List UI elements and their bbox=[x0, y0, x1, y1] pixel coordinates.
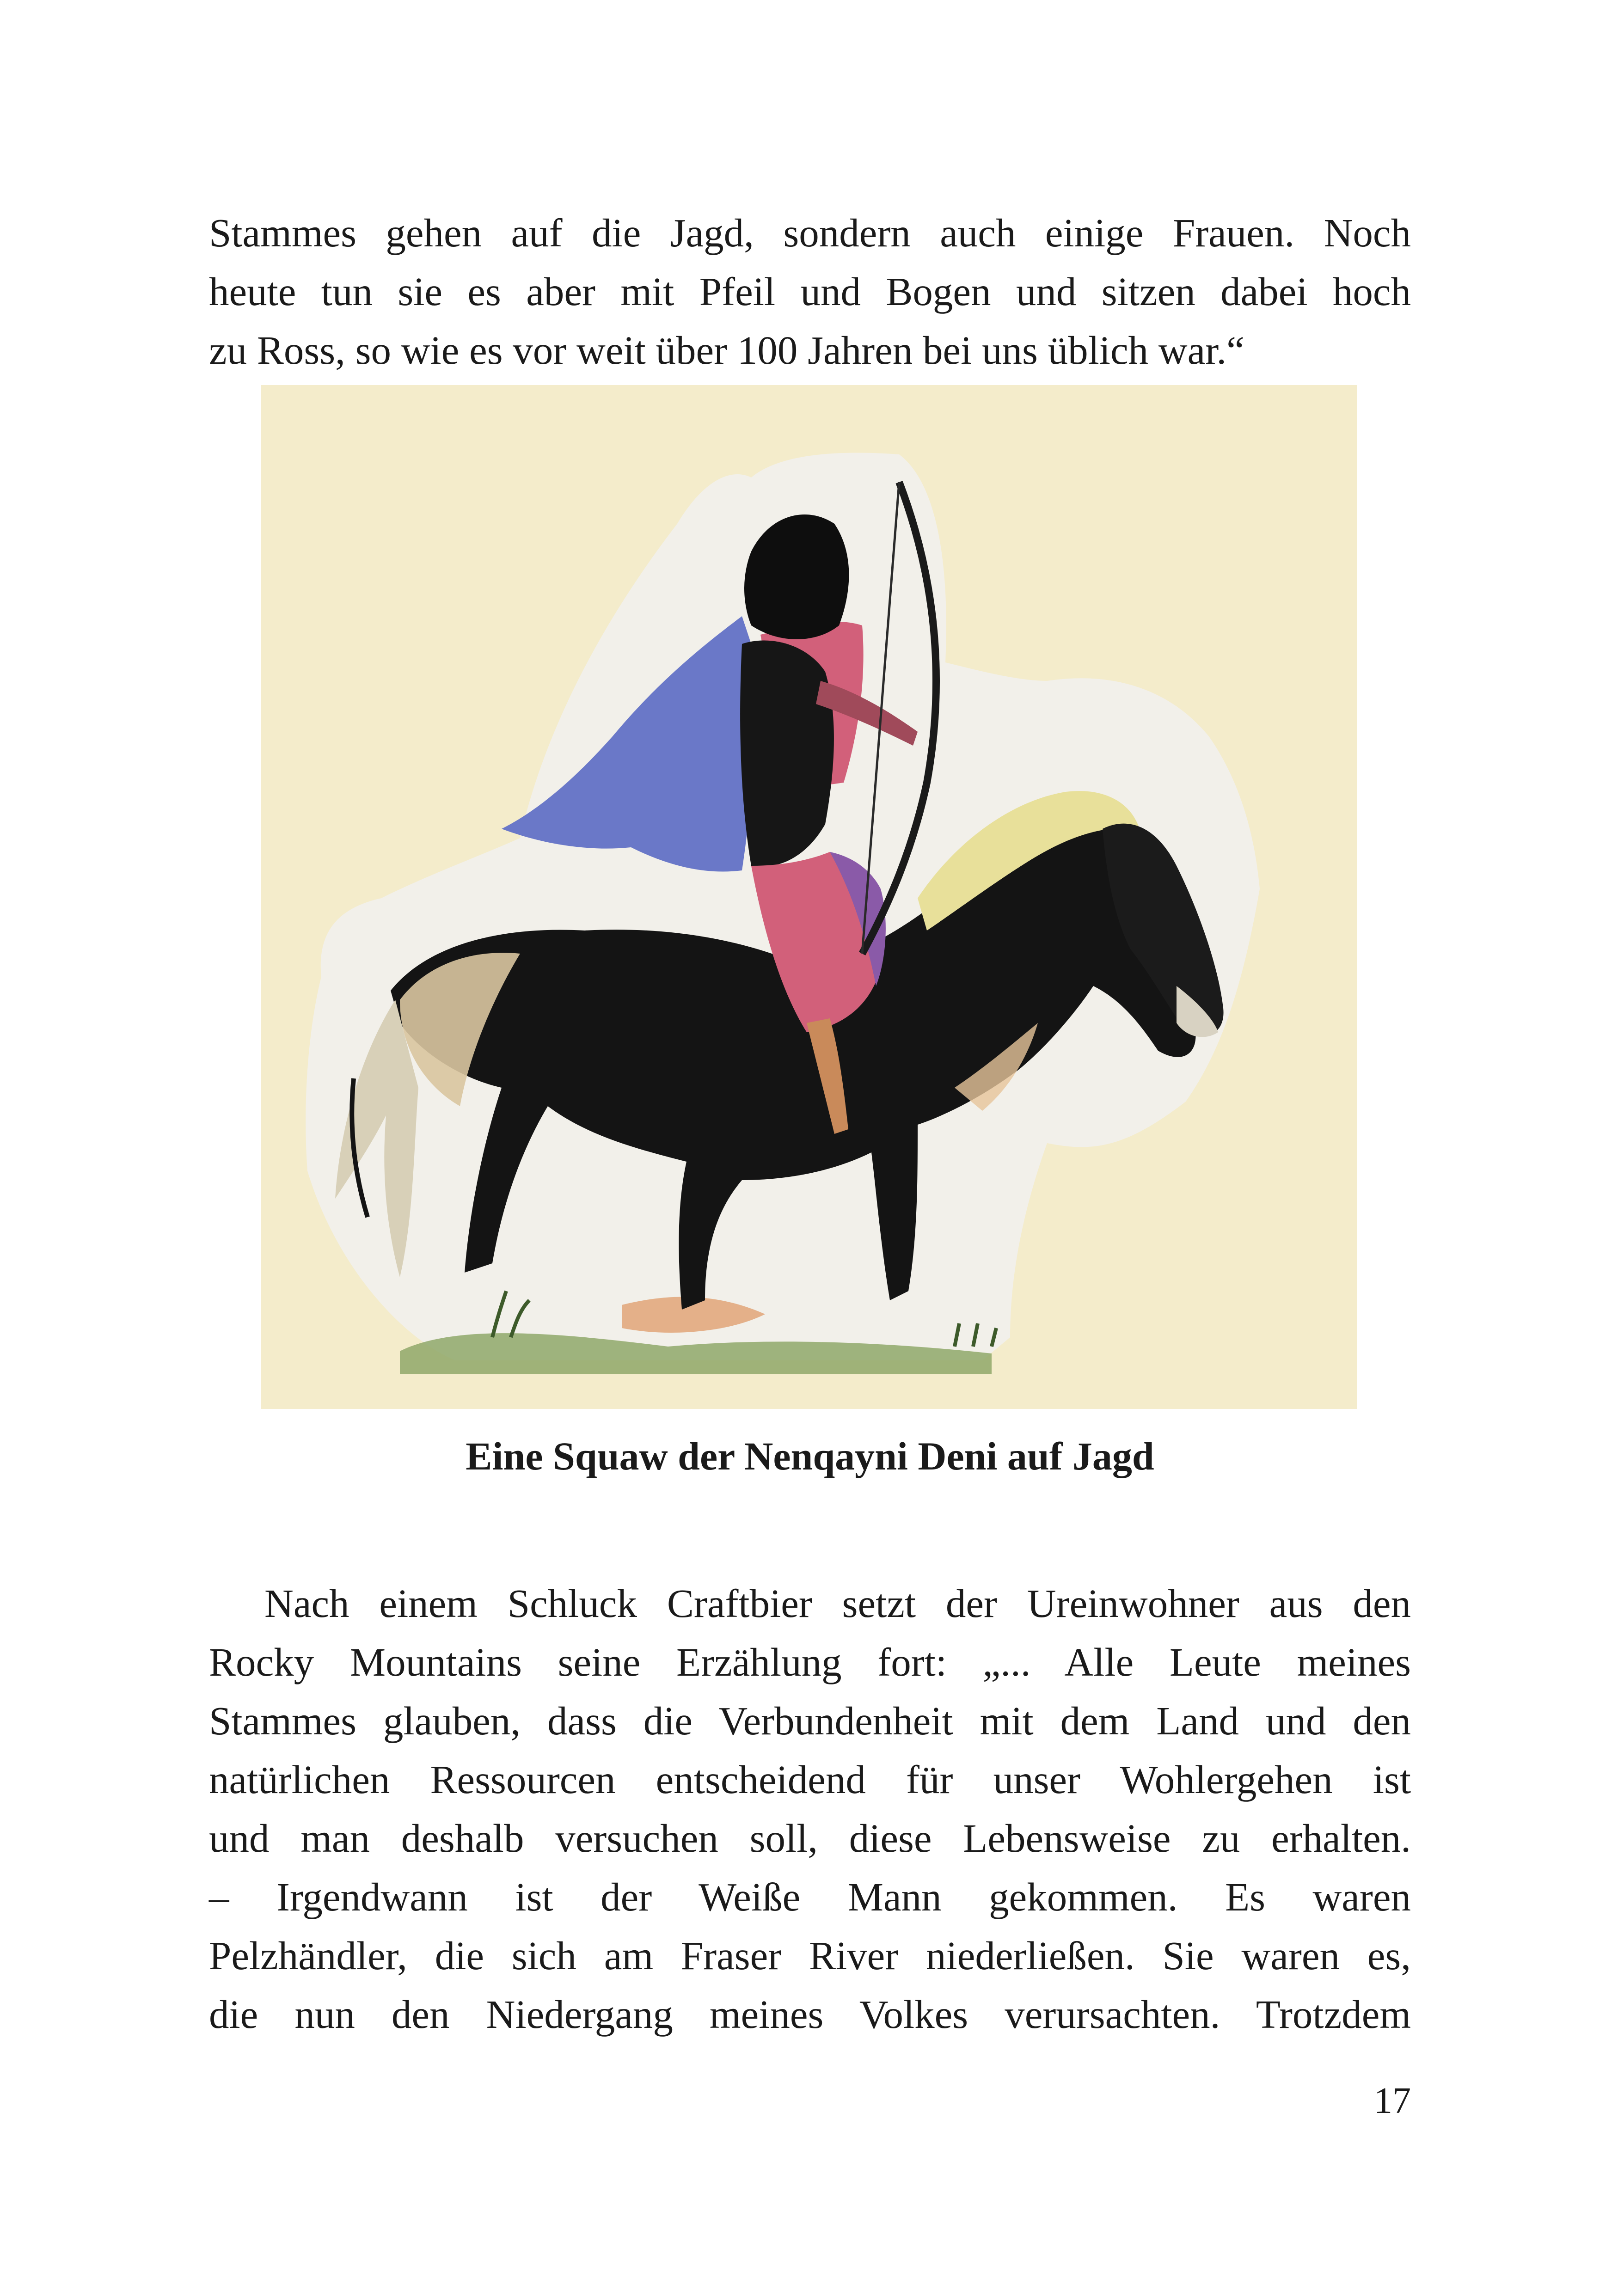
text-line: zu Ross, so wie es vor weit über 100 Jahren bei uns üblich war.“ bbox=[209, 328, 1244, 373]
text-line: Stammes glauben, dass die Verbundenheit mit dem Land und den bbox=[209, 1698, 1411, 1743]
text-line: – Irgendwann ist der Weiße Mann gekommen. Es waren bbox=[209, 1874, 1411, 1919]
figure-caption: Eine Squaw der Nenqayni Deni auf Jagd bbox=[466, 1434, 1154, 1478]
text-line: und man deshalb versuchen soll, diese Lebensweise zu erhalten. bbox=[209, 1816, 1411, 1861]
text-line: Pelzhändler, die sich am Fraser River niederließen. Sie waren es, bbox=[209, 1933, 1411, 1978]
top-paragraph bbox=[209, 203, 1411, 380]
text-line: natürlichen Ressourcen entscheidend für unser Wohlergehen ist bbox=[209, 1757, 1411, 1802]
text-line: die nun den Niedergang meines Volkes verursachten. Trotzdem bbox=[209, 1992, 1411, 2037]
bottom-paragraph bbox=[209, 1574, 1411, 2044]
text-line: Rocky Mountains seine Erzählung fort: „... Alle Leute meines bbox=[209, 1640, 1411, 1684]
text-line: Stammes gehen auf die Jagd, sondern auch einige Frauen. Noch bbox=[209, 210, 1411, 255]
illustration-rider-on-horse bbox=[261, 385, 1357, 1409]
drawing-rider-on-horse-with-bow bbox=[261, 385, 1357, 1409]
text-line: Nach einem Schluck Craftbier setzt der Ureinwohner aus den bbox=[264, 1581, 1411, 1626]
text-line: heute tun sie es aber mit Pfeil und Bogen und sitzen dabei hoch bbox=[209, 269, 1411, 314]
page-number: 17 bbox=[1374, 2081, 1411, 2121]
